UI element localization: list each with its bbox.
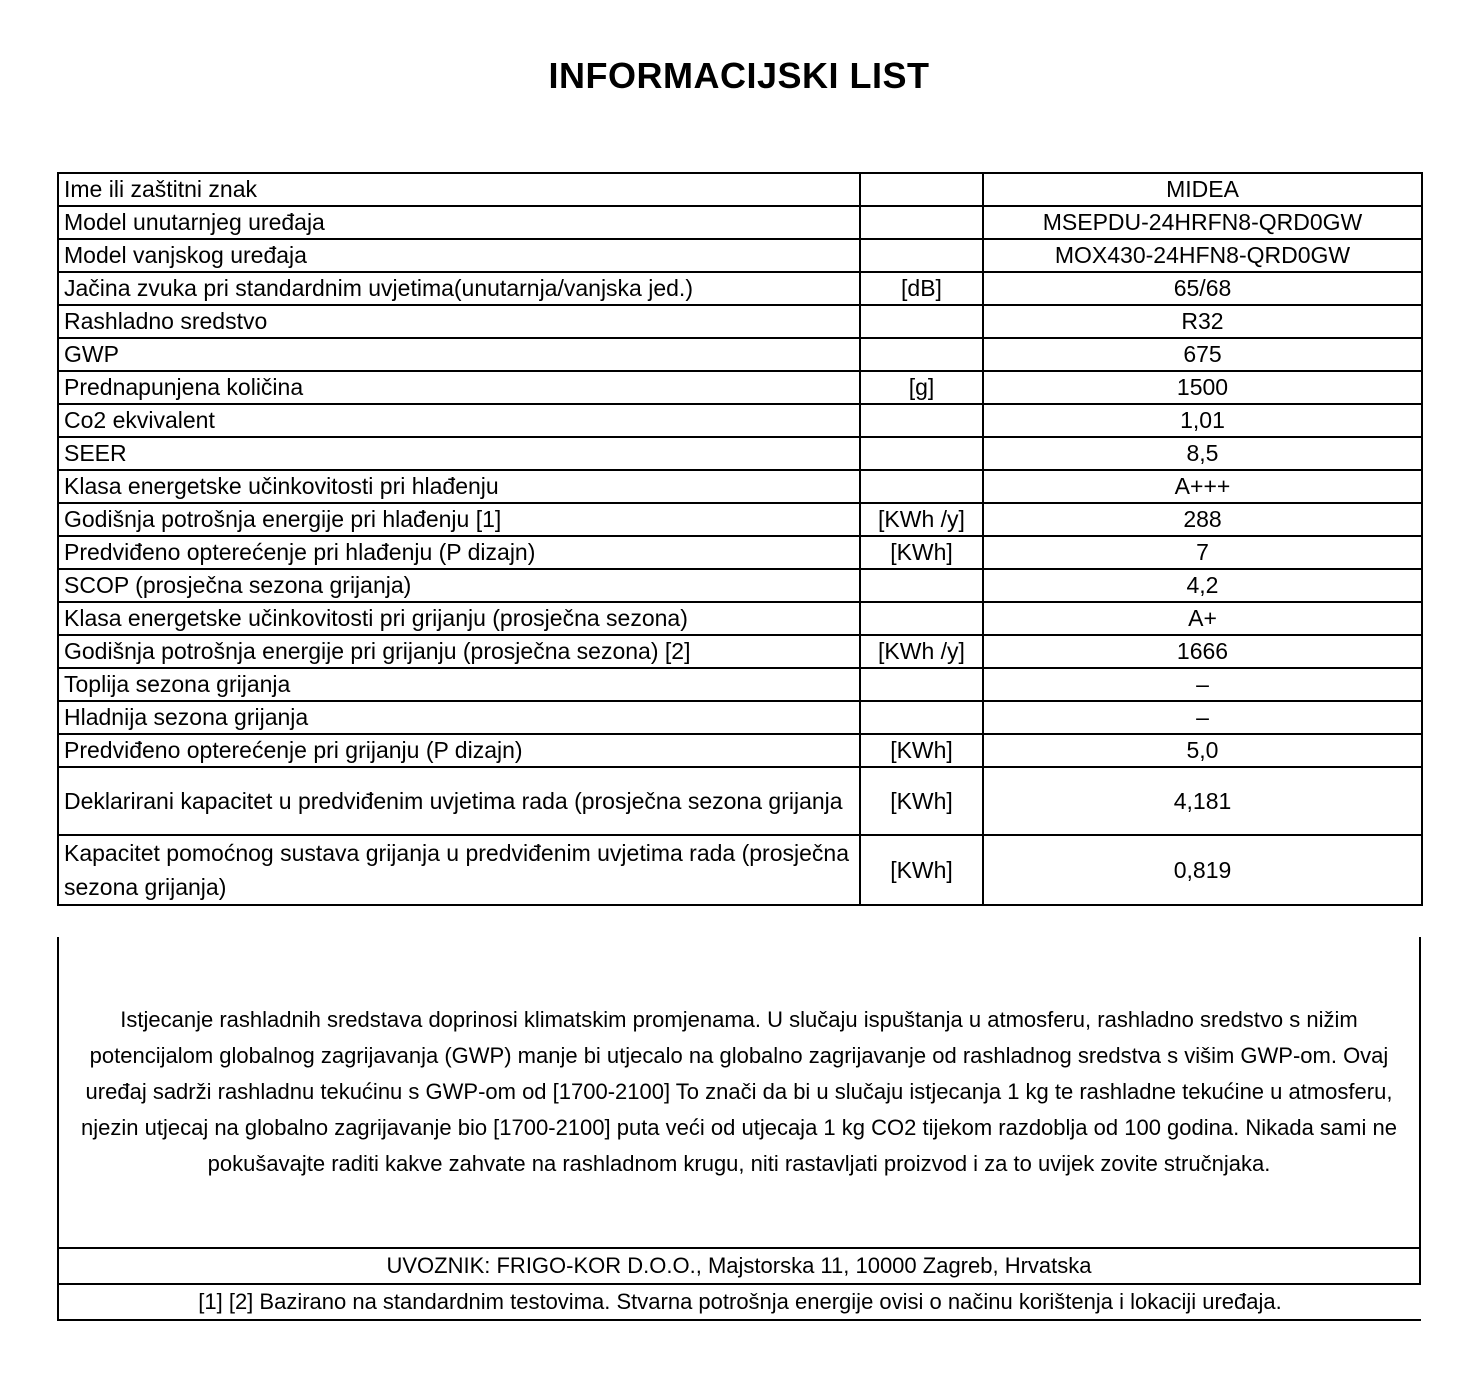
row-value: MIDEA [983,173,1422,206]
row-value: 65/68 [983,272,1422,305]
table-row [58,767,1422,835]
row-label: Model vanjskog uređaja [58,239,860,272]
row-unit [860,470,983,503]
row-label: Predviđeno opterećenje pri grijanju (P dizajn) [58,734,860,767]
table-row [58,503,1422,536]
table-row [58,635,1422,668]
row-value: 675 [983,338,1422,371]
table-row [58,668,1422,701]
row-label: Rashladno sredstvo [58,305,860,338]
row-unit: [KWh] [860,734,983,767]
row-label: Klasa energetske učinkovitosti pri grijanju (prosječna sezona) [58,602,860,635]
row-label: Model unutarnjeg uređaja [58,206,860,239]
spec-table-body [58,173,1422,905]
row-label: SEER [58,437,860,470]
row-unit [860,338,983,371]
table-row [58,404,1422,437]
row-unit: [dB] [860,272,983,305]
row-unit: [KWh] [860,536,983,569]
table-row [58,569,1422,602]
row-value: 1666 [983,635,1422,668]
table-row [58,734,1422,767]
row-value: 0,819 [983,835,1422,905]
row-label: Co2 ekvivalent [58,404,860,437]
row-value: A+ [983,602,1422,635]
row-value: 7 [983,536,1422,569]
row-unit [860,404,983,437]
row-unit: [KWh /y] [860,503,983,536]
row-value: 1,01 [983,404,1422,437]
refrigerant-notice [57,937,1421,1249]
row-unit [860,668,983,701]
row-label: Kapacitet pomoćnog sustava grijanja u predviđenim uvjetima rada (prosječna sezona grijanja) [58,835,860,905]
row-unit [860,305,983,338]
row-unit [860,437,983,470]
footnote: [1] [2] Bazirano na standardnim testovima. Stvarna potrošnja energije ovisi o načinu korištenja i lokaciji uređaja. [57,1285,1421,1321]
table-row [58,338,1422,371]
row-unit [860,173,983,206]
row-value: 288 [983,503,1422,536]
table-row [58,206,1422,239]
row-label: GWP [58,338,860,371]
row-label: Klasa energetske učinkovitosti pri hlađenju [58,470,860,503]
table-row [58,602,1422,635]
row-value: – [983,701,1422,734]
table-row [58,835,1422,905]
row-label: Godišnja potrošnja energije pri hlađenju [1] [58,503,860,536]
row-unit: [KWh] [860,835,983,905]
row-value: MSEPDU-24HRFN8-QRD0GW [983,206,1422,239]
table-row [58,437,1422,470]
row-unit [860,569,983,602]
row-unit [860,239,983,272]
row-unit [860,602,983,635]
spec-table [57,172,1423,906]
row-unit: [KWh] [860,767,983,835]
table-row [58,272,1422,305]
row-label: Predviđeno opterećenje pri hlađenju (P dizajn) [58,536,860,569]
importer-line: UVOZNIK: FRIGO-KOR D.O.O., Majstorska 11, 10000 Zagreb, Hrvatska [57,1249,1421,1285]
row-unit: [KWh /y] [860,635,983,668]
row-value: 4,2 [983,569,1422,602]
row-label: Ime ili zaštitni znak [58,173,860,206]
page-title: INFORMACIJSKI LIST [548,55,930,96]
table-row [58,701,1422,734]
row-value: 4,181 [983,767,1422,835]
row-unit: [g] [860,371,983,404]
table-row [58,371,1422,404]
table-row [58,173,1422,206]
table-row [58,239,1422,272]
row-label: Jačina zvuka pri standardnim uvjetima(unutarnja/vanjska jed.) [58,272,860,305]
row-value: 8,5 [983,437,1422,470]
row-label: Toplija sezona grijanja [58,668,860,701]
table-row [58,305,1422,338]
row-unit [860,206,983,239]
row-value: MOX430-24HFN8-QRD0GW [983,239,1422,272]
table-row [58,536,1422,569]
notice-text: Istjecanje rashladnih sredstava doprinosi klimatskim promjenama. U slučaju ispuštanja u atmosferu, rashladno sredstvo s nižim potencijalom globalnog zagrijavanja (GWP) manje bi utjecalo na globalno zagrijavanje od rashladnog sredstva s višim GWP-om. Ovaj uređaj sadrži rashladnu tekućinu s GWP-om od [1700-2100] To znači da bi u slučaju istjecanja 1 kg te rashladne tekućine u atmosferu, njezin utjecaj na globalno zagrijavanje bio [1700-2100] puta veći od utjecaja 1 kg CO2 tijekom razdoblja od 100 godina. Nikada sami ne pokušavajte raditi kakve zahvate na rashladnom krugu, niti rastavljati proizvod i za to uvijek zovite stručnjaka. [81,1007,1397,1176]
row-value: R32 [983,305,1422,338]
row-label: Prednapunjena količina [58,371,860,404]
row-label: Hladnija sezona grijanja [58,701,860,734]
row-unit [860,701,983,734]
row-label: Deklarirani kapacitet u predviđenim uvjetima rada (prosječna sezona grijanja [58,767,860,835]
row-label: SCOP (prosječna sezona grijanja) [58,569,860,602]
row-value: A+++ [983,470,1422,503]
row-value: 5,0 [983,734,1422,767]
row-label: Godišnja potrošnja energije pri grijanju (prosječna sezona) [2] [58,635,860,668]
row-value: 1500 [983,371,1422,404]
row-value: – [983,668,1422,701]
table-row [58,470,1422,503]
